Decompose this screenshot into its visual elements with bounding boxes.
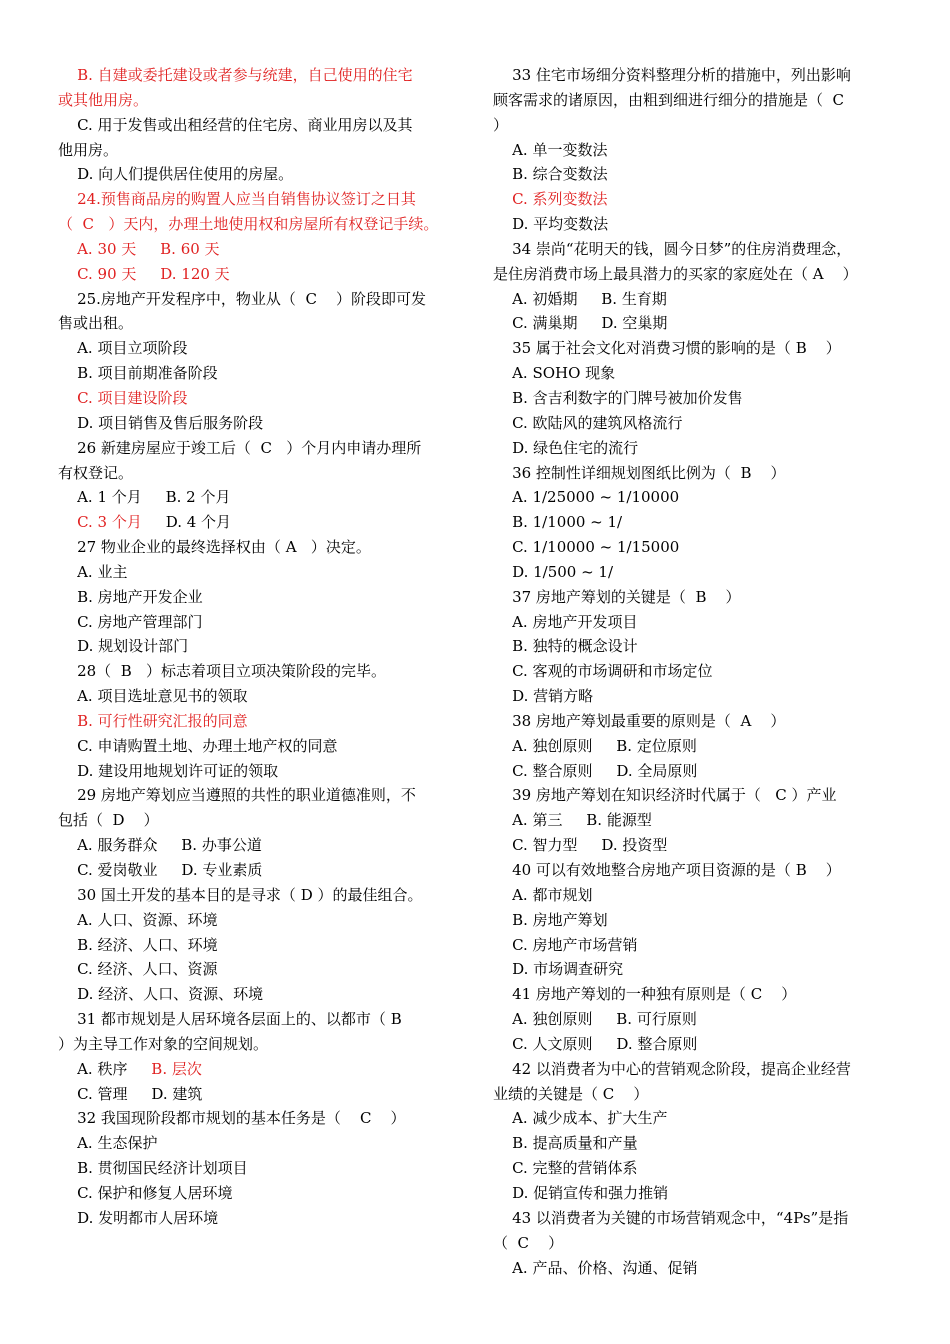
text-line: A. 房地产开发项目 [493, 612, 638, 631]
text-line: 42 以消费者为中心的营销观念阶段，提高企业经营 [493, 1059, 851, 1078]
text-line: D. 营销方略 [493, 687, 594, 706]
left-column [58, 63, 460, 1231]
text-line: D. 平均变数法 [493, 215, 609, 234]
text-line: 34 崇尚“花明天的钱，圆今日梦”的住房消费理念， [493, 239, 852, 258]
text-line: A. 单一变数法 [493, 140, 608, 159]
text-line: B. 综合变数法 [493, 165, 608, 184]
text-line [58, 1057, 460, 1082]
text-line: C. 智力型 D. 投资型 [493, 836, 668, 855]
text-line: D. 建设用地规划许可证的领取 [58, 761, 279, 780]
option-text: D. 4 个月 [141, 513, 232, 532]
text-line: C. 用于发售或出租经营的住宅房、商业用房以及其 [58, 115, 413, 134]
text-line: 28（ B ）标志着项目立项决策阶段的完毕。 [58, 662, 387, 681]
text-line: C. 满巢期 D. 空巢期 [493, 314, 668, 333]
text-line: 41 房地产筹划的一种独有原则是（ C ） [493, 985, 797, 1004]
text-line: 是住房消费市场上最具潜力的买家的家庭处在（ A ） [493, 264, 858, 283]
text-line: C. 爱岗敬业 D. 专业素质 [58, 861, 263, 879]
option-text: A. 秩序 [58, 1059, 152, 1078]
text-line: D. 项目销售及售后服务阶段 [58, 413, 264, 432]
text-line: 业绩的关键是（ C ） [493, 1084, 649, 1103]
text-line: A. 减少成本、扩大生产 [493, 1109, 668, 1128]
text-line: A. 独创原则 B. 定位原则 [493, 736, 697, 755]
text-line: （ C ） [493, 1233, 564, 1252]
highlighted-answer: C. 3 个月 [58, 513, 142, 532]
highlighted-answer-line: 或其他用房。 [58, 90, 149, 109]
text-line: C. 完整的营销体系 [493, 1159, 638, 1178]
text-line: D. 绿色住宅的流行 [493, 438, 639, 457]
text-line: D. 市场调查研究 [493, 960, 624, 979]
text-line: C. 人文原则 D. 整合原则 [493, 1034, 698, 1053]
text-line: A. SOHO 现象 [493, 364, 616, 383]
highlighted-answer-line: B. 可行性研究汇报的同意 [58, 711, 248, 730]
text-line: D. 发明都市人居环境 [58, 1208, 219, 1227]
text-line: 32 我国现阶段都市规划的基本任务是（ C ） [58, 1109, 406, 1128]
text-line: A. 人口、资源、环境 [58, 910, 218, 929]
text-line: B. 1/1000 ~ 1/ [493, 513, 623, 532]
text-line: B. 房地产开发企业 [58, 587, 203, 606]
text-line: ）为主导工作对象的空间规划。 [58, 1034, 269, 1053]
right-column [493, 63, 895, 1280]
text-line: B. 房地产筹划 [493, 910, 608, 929]
text-line: A. 产品、价格、沟通、促销 [493, 1258, 698, 1277]
text-line: C. 客观的市场调研和市场定位 [493, 662, 713, 681]
text-line: 39 房地产筹划在知识经济时代属于（ C ）产业 [493, 786, 837, 805]
highlighted-answer-line: B. 自建或委托建设或者参与统建，自己使用的住宅 [58, 66, 413, 84]
text-line: 33 住宅市场细分资料整理分析的措施中，列出影响 [493, 66, 851, 84]
text-line: D. 经济、人口、资源、环境 [58, 985, 264, 1004]
text-line: C. 房地产市场营销 [493, 935, 638, 954]
text-line: C. 欧陆风的建筑风格流行 [493, 413, 683, 432]
highlighted-answer-line: C. 系列变数法 [493, 190, 608, 209]
highlighted-answer-line: C. 90 天 D. 120 天 [58, 264, 230, 283]
text-line: 35 属于社会文化对消费习惯的影响的是（ B ） [493, 339, 841, 358]
text-line: 31 都市规划是人居环境各层面上的、以都市（ B [58, 1010, 402, 1029]
text-line: A. 项目选址意见书的领取 [58, 687, 248, 706]
text-line: 30 国土开发的基本目的是寻求（ D ）的最佳组合。 [58, 885, 423, 904]
text-line: 他用房。 [58, 140, 119, 159]
text-line: B. 贯彻国民经济计划项目 [58, 1159, 248, 1178]
text-line: D. 促销宣传和强力推销 [493, 1183, 669, 1202]
highlighted-answer-line: A. 30 天 B. 60 天 [58, 239, 220, 258]
text-line: 包括（ D ） [58, 811, 159, 830]
text-line: 37 房地产筹划的关键是（ B ） [493, 587, 741, 606]
highlighted-answer-line: C. 项目建设阶段 [58, 388, 188, 407]
text-line: 29 房地产筹划应当遵照的共性的职业道德准则，不 [58, 786, 416, 805]
text-line: 25.房地产开发程序中，物业从（ C ）阶段即可发 [58, 289, 427, 308]
text-line: A. 生态保护 [58, 1134, 158, 1153]
text-line: A. 服务群众 B. 办事公道 [58, 836, 262, 855]
text-line: A. 项目立项阶段 [58, 339, 188, 358]
text-line: C. 整合原则 D. 全局原则 [493, 761, 698, 780]
text-line: 38 房地产筹划最重要的原则是（ A ） [493, 711, 786, 730]
text-line: A. 1/25000 ~ 1/10000 [493, 488, 680, 507]
text-line: C. 保护和修复人居环境 [58, 1183, 233, 1202]
text-line: C. 1/10000 ~ 1/15000 [493, 538, 680, 557]
text-line: D. 向人们提供居住使用的房屋。 [58, 165, 294, 184]
text-line [58, 510, 460, 535]
text-line: B. 含吉利数字的门牌号被加价发售 [493, 388, 743, 407]
text-line: D. 规划设计部门 [58, 637, 189, 656]
text-line: 43 以消费者为关键的市场营销观念中，“4Ps”是指 [493, 1208, 849, 1227]
highlighted-answer-line: 24.预售商品房的购置人应当自销售协议签订之日其 [58, 190, 416, 209]
text-line: C. 申请购置土地、办理土地产权的同意 [58, 736, 338, 755]
text-line: C. 经济、人口、资源 [58, 960, 218, 979]
text-line: A. 初婚期 B. 生育期 [493, 289, 667, 308]
text-line: A. 独创原则 B. 可行原则 [493, 1010, 697, 1029]
text-line: A. 都市规划 [493, 885, 593, 904]
text-line: 27 物业企业的最终选择权由（ A ）决定。 [58, 538, 371, 557]
text-line: C. 管理 D. 建筑 [58, 1084, 203, 1103]
text-line: C. 房地产管理部门 [58, 612, 203, 631]
text-line: A. 业主 [58, 562, 128, 581]
text-line: B. 提高质量和产量 [493, 1134, 638, 1153]
text-line: 有权登记。 [58, 463, 134, 482]
highlighted-answer: B. 层次 [151, 1059, 202, 1078]
text-line: B. 项目前期准备阶段 [58, 364, 218, 383]
text-line: 顾客需求的诸原因，由粗到细进行细分的措施是（ C [493, 90, 845, 109]
text-line: ） [493, 115, 509, 134]
text-line: B. 经济、人口、环境 [58, 935, 218, 954]
text-line: A. 第三 B. 能源型 [493, 811, 652, 830]
highlighted-answer-line: （ C ）天内，办理土地使用权和房屋所有权登记手续。 [58, 215, 439, 234]
text-line: 40 可以有效地整合房地产项目资源的是（ B ） [493, 861, 841, 879]
text-line: 26 新建房屋应于竣工后（ C ）个月内申请办理所 [58, 438, 422, 457]
text-line: 售或出租。 [58, 314, 134, 333]
text-line: B. 独特的概念设计 [493, 637, 638, 656]
text-line: D. 1/500 ~ 1/ [493, 562, 614, 581]
text-line: 36 控制性详细规划图纸比例为（ B ） [493, 463, 786, 482]
text-line: A. 1 个月 B. 2 个月 [58, 488, 231, 507]
